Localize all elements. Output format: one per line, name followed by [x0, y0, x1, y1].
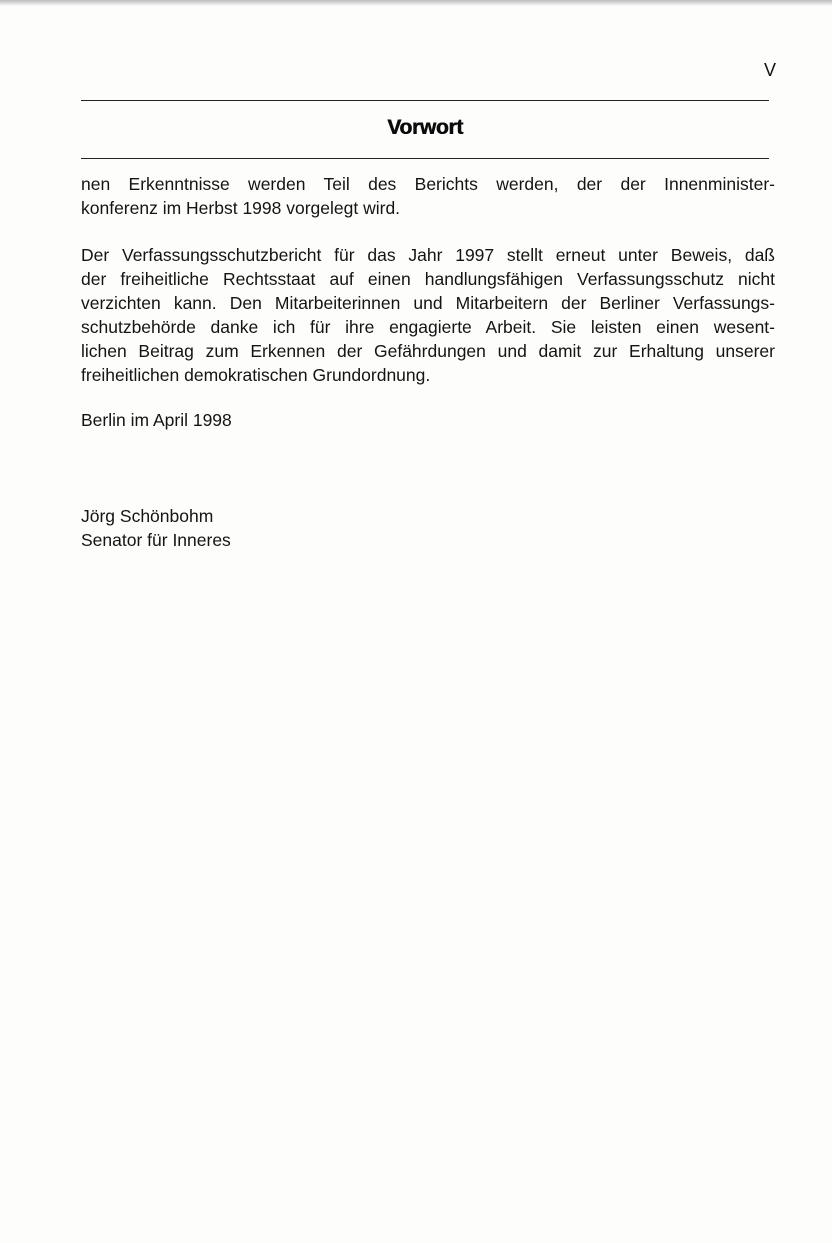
- text-line: konferenz im Herbst 1998 vorgelegt wird.: [81, 198, 401, 218]
- page-number: V: [763, 60, 776, 80]
- signature-title: Senator für Inneres: [81, 530, 231, 550]
- header-rule-top: [81, 100, 769, 101]
- text-line: lichen Beitrag zum Erkennen der Gefährdungen und damit zur Erhaltung unserer: [81, 341, 775, 361]
- place-date: [81, 408, 775, 432]
- text-line: verzichten kann. Den Mitarbeiterinnen und Mitarbeitern der Berliner Verfassungs-: [81, 293, 775, 313]
- text-line: der freiheitliche Rechtsstaat auf einen handlungsfähigen Verfassungsschutz nicht: [81, 269, 775, 289]
- header-rule-bottom: [81, 158, 769, 159]
- place-date-text: Berlin im April 1998: [81, 410, 232, 430]
- page-title: Vorwort: [387, 116, 463, 139]
- text-line: schutzbehörde danke ich für ihre engagierte Arbeit. Sie leisten einen wesent-: [81, 317, 775, 337]
- text-line: Der Verfassungsschutzbericht für das Jahr 1997 stellt erneut unter Beweis, daß: [81, 245, 775, 265]
- text-line: freiheitlichen demokratischen Grundordnung.: [81, 365, 431, 385]
- signature-name: Jörg Schönbohm: [81, 506, 214, 526]
- text-line: nen Erkenntnisse werden Teil des Berichts werden, der der Innenminister-: [81, 174, 775, 194]
- page-top-edge: [0, 0, 832, 6]
- paragraph-main: [81, 243, 775, 387]
- signature-block: [81, 504, 775, 552]
- paragraph-continuation: [81, 172, 775, 220]
